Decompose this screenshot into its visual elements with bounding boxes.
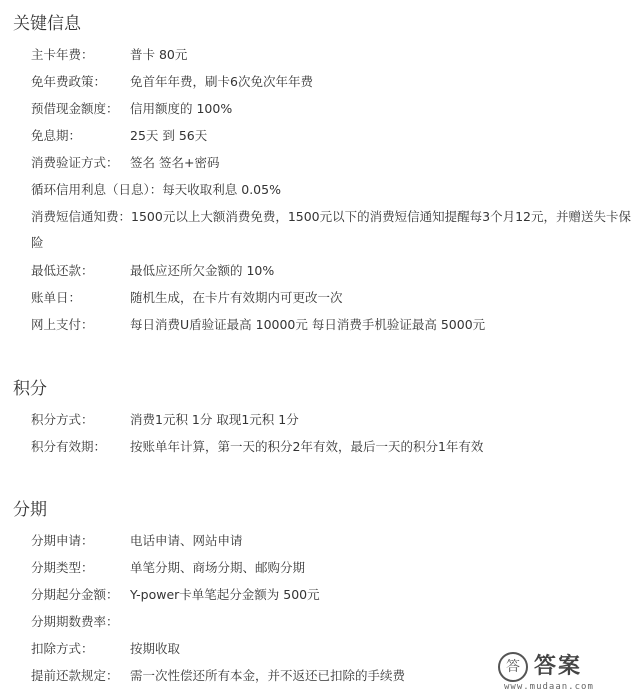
watermark-url: www.mudaan.com	[504, 682, 594, 692]
row-value: 普卡 80元	[130, 47, 188, 62]
row-points-method	[31, 407, 632, 433]
row-label: 主卡年费：	[31, 47, 94, 62]
row-label: 提前还款规定：	[31, 668, 119, 683]
row-revolving-interest	[31, 177, 632, 203]
row-annual-fee	[31, 42, 632, 68]
row-value: 25天 到 56天	[130, 128, 208, 143]
section-title-key-info: 关键信息	[13, 14, 81, 34]
row-value: 每日消费U盾验证最高 10000元 每日消费手机验证最高 5000元	[130, 317, 486, 332]
row-value: 电话申请、网站申请	[130, 533, 243, 548]
row-value: 单笔分期、商场分期、邮购分期	[130, 560, 306, 575]
section-title-installments: 分期	[13, 500, 47, 520]
row-label: 网上支付：	[31, 317, 94, 332]
row-installment-apply	[31, 528, 632, 554]
row-label: 预借现金额度：	[31, 101, 119, 116]
row-value: 签名 签名+密码	[130, 155, 220, 170]
row-label: 免息期：	[31, 128, 82, 143]
row-label: 分期期数费率：	[31, 614, 119, 629]
row-cash-advance	[31, 96, 632, 122]
watermark-logo-icon: 答	[498, 652, 528, 682]
row-value: 每天收取利息 0.05%	[162, 182, 281, 197]
row-label: 最低还款：	[31, 263, 94, 278]
row-label: 扣除方式：	[31, 641, 94, 656]
row-value: 信用额度的 100%	[130, 101, 233, 116]
row-value: 1500元以上大额消费免费，1500元以下的消费短信通知提醒每3个月12元，并赠送失卡保险	[31, 209, 631, 250]
row-min-payment	[31, 258, 632, 284]
row-label: 账单日：	[31, 290, 82, 305]
row-label: 免年费政策：	[31, 74, 107, 89]
row-label: 分期起分金额：	[31, 587, 119, 602]
watermark-text: 答案	[534, 654, 583, 679]
row-label: 分期申请：	[31, 533, 94, 548]
row-value: 按期收取	[130, 641, 181, 656]
row-installment-min	[31, 582, 632, 608]
row-label: 消费短信通知费：	[31, 209, 132, 224]
row-fee-waiver	[31, 69, 632, 95]
row-value: Y-power卡单笔起分金额为 500元	[130, 587, 320, 602]
row-label: 积分有效期：	[31, 439, 107, 454]
row-label: 循环信用利息（日息）：	[31, 182, 163, 197]
row-value: 随机生成，在卡片有效期内可更改一次	[130, 290, 343, 305]
row-label: 积分方式：	[31, 412, 94, 427]
row-interest-free	[31, 123, 632, 149]
row-label: 分期类型：	[31, 560, 94, 575]
row-value: 需一次性偿还所有本金，并不返还已扣除的手续费	[130, 668, 406, 683]
row-value: 免首年年费，刷卡6次免次年年费	[130, 74, 313, 89]
section-title-points: 积分	[13, 379, 47, 399]
row-value: 消费1元积 1分 取现1元积 1分	[130, 412, 299, 427]
row-installment-type	[31, 555, 632, 581]
row-points-validity	[31, 434, 632, 460]
row-installment-rate	[31, 609, 632, 635]
row-value: 按账单年计算，第一天的积分2年有效，最后一天的积分1年有效	[130, 439, 484, 454]
row-sms-fee	[31, 204, 632, 256]
row-verification	[31, 150, 632, 176]
row-label: 消费验证方式：	[31, 155, 119, 170]
row-statement-date	[31, 285, 632, 311]
row-online-payment	[31, 312, 632, 338]
watermark	[498, 650, 638, 696]
row-value: 最低应还所欠金额的 10%	[130, 263, 275, 278]
